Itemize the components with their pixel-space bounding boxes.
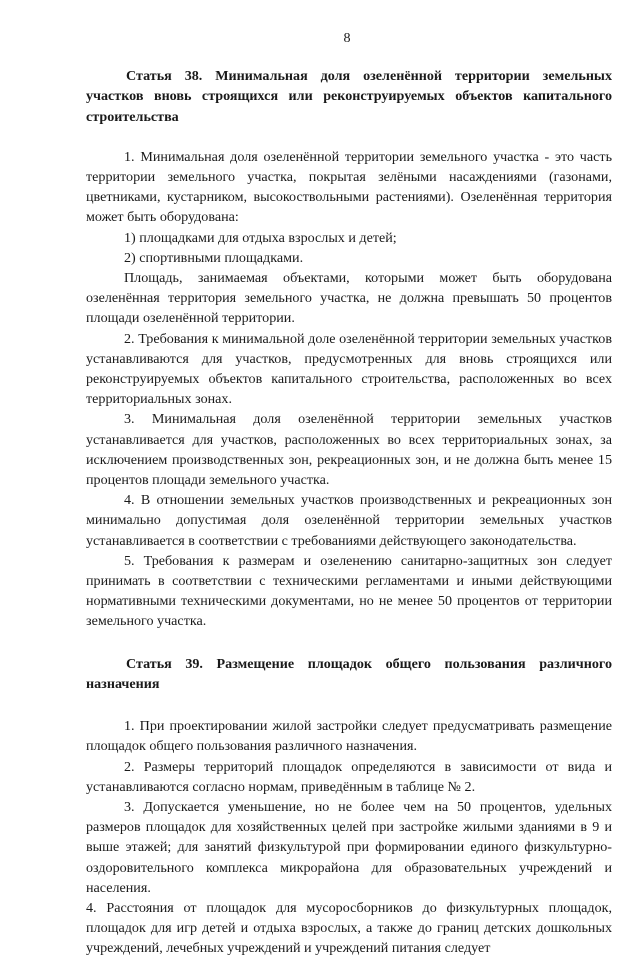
article-39-paragraph: 4. Расстояния от площадок для мусоросборников до физкультурных площадок, площадок для игр детей и отдыха взрослых, а также до границ детских дошкольных учреждений, лечебных учреждений и учреждений питания следует (86, 899, 612, 957)
article-38-paragraph: 1) площадками для отдыха взрослых и детей; (124, 229, 397, 246)
document-page (86, 28, 612, 959)
article-38-paragraph: 2) спортивными площадками. (124, 249, 304, 266)
article-39-paragraph: 1. При проектировании жилой застройки следует предусматривать размещение площадок общего пользования различного назначения. (86, 718, 612, 755)
article-38-paragraph: Площадь, занимаемая объектами, которыми может быть оборудована озеленённая территория земельного участка, не должна превышать 50 процентов площади озеленённой территории. (86, 270, 612, 327)
article-38-paragraph: 1. Минимальная доля озеленённой территории земельного участка - это часть территории земельного участка, покрытая зелёными насаждениями (газонами, цветниками, кустарником, высокоствольными растениями). Озеленённая территория может быть оборудована: (86, 148, 612, 226)
article-38-paragraph: 5. Требования к размерам и озеленению санитарно-защитных зон следует принимать в соответствии с техническими регламентами и иными действующими нормативными техническими документами, но не менее 50 процентов от территории земельного участка. (86, 552, 612, 630)
article-38-heading: Статья 38. Минимальная доля озеленённой территории земельных участков вновь строящихся или реконструируемых объектов капитального строительства (86, 68, 612, 125)
article-39-paragraph: 2. Размеры территорий площадок определяются в зависимости от вида и устанавливаются согласно нормам, приведённым в таблице № 2. (86, 758, 612, 795)
article-39-heading: Статья 39. Размещение площадок общего пользования различного назначения (86, 655, 612, 692)
article-38-paragraph: 3. Минимальная доля озеленённой территории земельных участков устанавливается для участков, расположенных во всех территориальных зонах, за исключением производственных зон, рекреационных зон, и не должна быть менее 15 процентов площади земельного участка. (86, 411, 612, 489)
article-39-paragraph: 3. Допускается уменьшение, но не более чем на 50 процентов, удельных размеров площадок для хозяйственных целей при застройке жилыми зданиями в 9 и выше этажей; для занятий физкультурой при формировании единого физкультурно-оздоровительного комплекса микрорайона для образовательных учреждений и населения. (86, 798, 612, 896)
article-38-paragraph: 4. В отношении земельных участков производственных и рекреационных зон минимально допустимая доля озеленённой территории земельных участков устанавливается в соответствии с требованиями действующего законодательства. (86, 492, 612, 549)
article-38-paragraph: 2. Требования к минимальной доле озеленённой территории земельных участков устанавливаются для участков, предусмотренных для вновь строящихся или реконструируемых объектов капитального строительства, расположенных во всех территориальных зонах. (86, 330, 612, 408)
page-number: 8 (343, 30, 351, 46)
